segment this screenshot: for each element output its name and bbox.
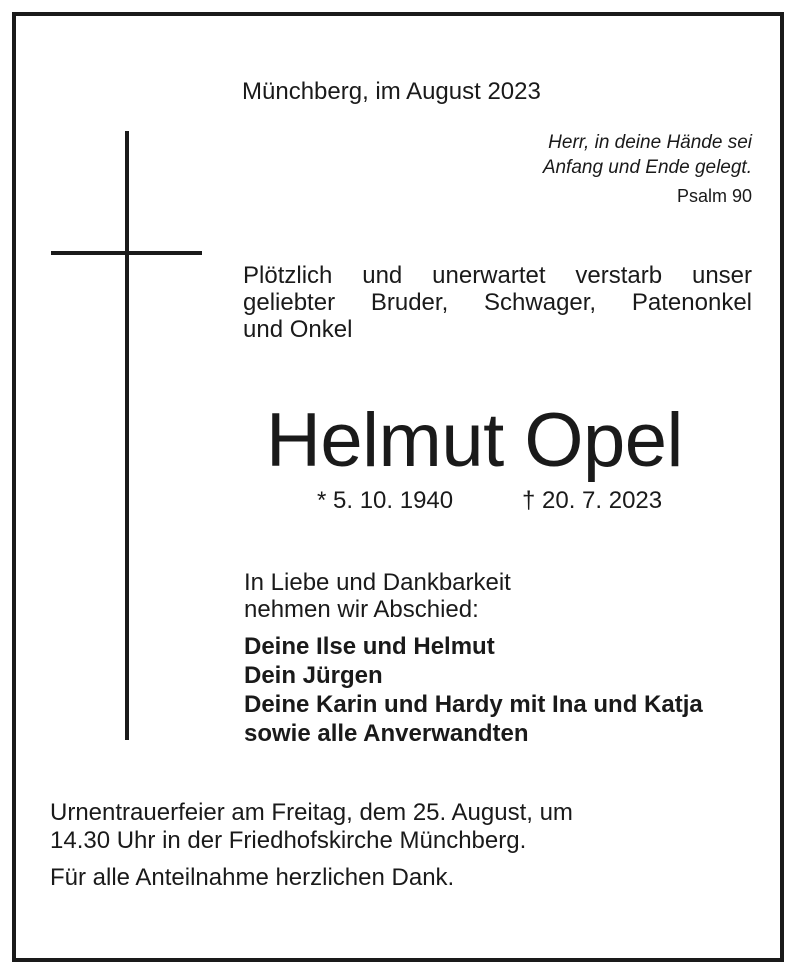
cross-horizontal-bar xyxy=(51,251,202,255)
verse-line: Anfang und Ende gelegt. xyxy=(542,157,752,178)
farewell-text xyxy=(244,569,511,623)
verse-source: Psalm 90 xyxy=(676,186,752,206)
mourners-list xyxy=(244,632,703,748)
mourner-entry: sowie alle Anverwandten xyxy=(244,720,529,747)
mourner-entry: Deine Karin und Hardy mit Ina und Katja xyxy=(244,691,703,718)
farewell-line: In Liebe und Dankbarkeit xyxy=(244,569,511,596)
deceased-name: Helmut Opel xyxy=(266,398,683,483)
birth-date: * 5. 10. 1940 xyxy=(317,487,454,514)
ceremony-line: Urnentrauerfeier am Freitag, dem 25. August, um xyxy=(50,799,573,826)
thanks-note: Für alle Anteilnahme herzlichen Dank. xyxy=(50,864,455,891)
announcement-line: Plötzlich und unerwartet verstarb unser xyxy=(243,262,752,289)
verse-line: Herr, in deine Hände sei xyxy=(548,132,752,153)
ceremony-line: 14.30 Uhr in der Friedhofskirche Münchberg. xyxy=(50,827,527,854)
mourner-entry: Dein Jürgen xyxy=(244,662,383,689)
announcement-line: und Onkel xyxy=(243,316,353,343)
death-announcement xyxy=(243,262,752,343)
announcement-line: geliebter Bruder, Schwager, Patenonkel xyxy=(243,289,752,316)
bible-verse xyxy=(543,130,752,180)
ceremony-info xyxy=(50,799,573,855)
farewell-line: nehmen wir Abschied: xyxy=(244,596,479,623)
mourner-entry: Deine Ilse und Helmut xyxy=(244,633,495,660)
death-date: † 20. 7. 2023 xyxy=(522,487,663,514)
cross-vertical-bar xyxy=(125,131,129,740)
place-date: Münchberg, im August 2023 xyxy=(242,78,541,105)
